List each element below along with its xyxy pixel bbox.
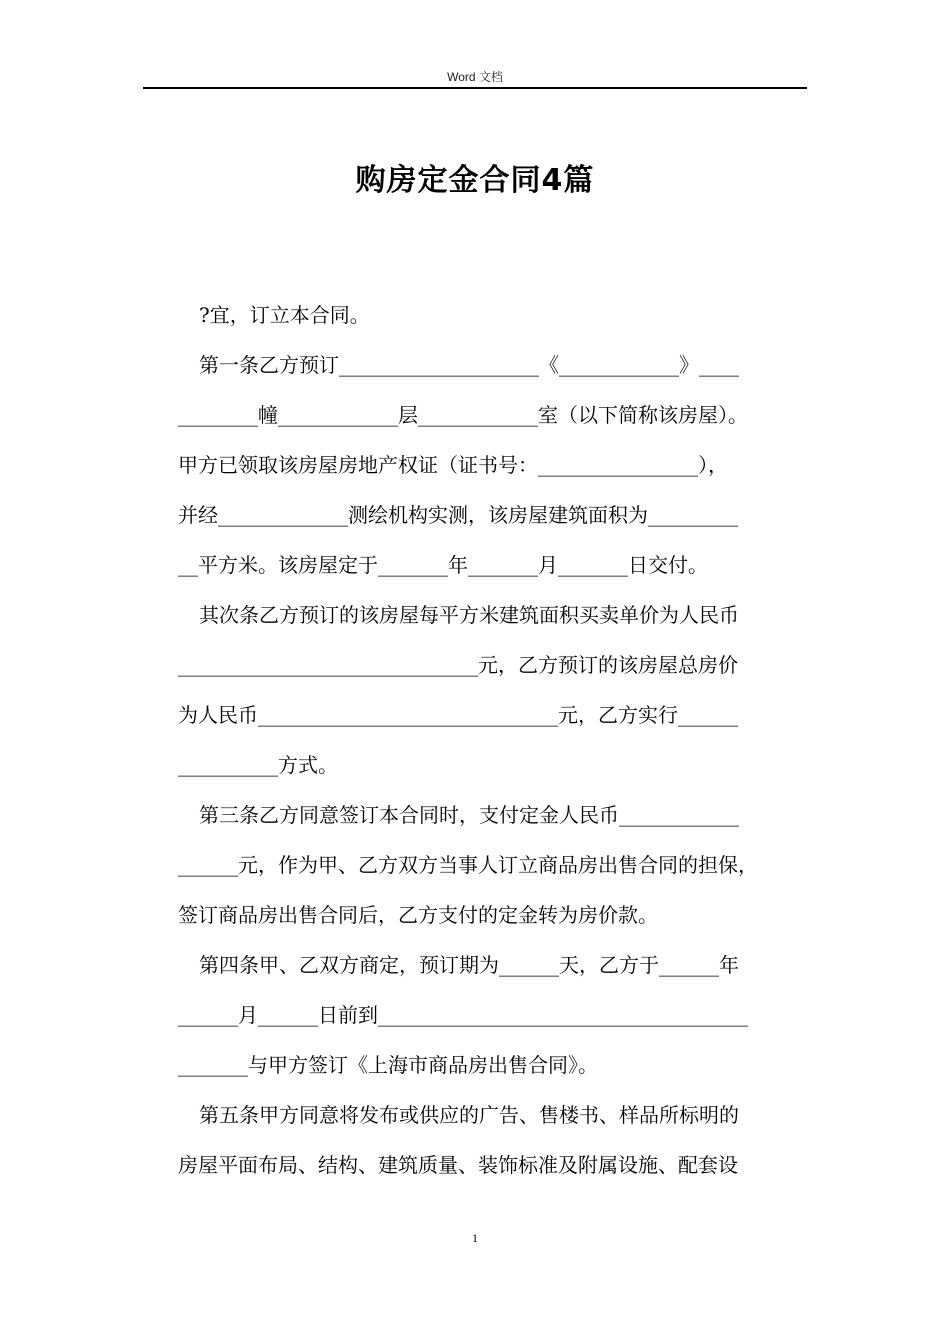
- article-4-line: 第四条甲、乙双方商定，预订期为______天，乙方于______年: [199, 953, 739, 977]
- page-number: 1: [472, 1231, 478, 1245]
- article-2-line: ______________________________元，乙方预订的该房屋总房价: [178, 653, 738, 677]
- document-body: [178, 290, 818, 1190]
- article-3-line: ______元，作为甲、乙方双方当事人订立商品房出售合同的担保，: [178, 853, 758, 877]
- article-2-line: __________方式。: [178, 753, 338, 777]
- document-title: 购房定金合同4篇: [355, 163, 595, 198]
- article-1-line: 甲方已领取该房屋房地产权证（证书号：________________），: [178, 453, 728, 477]
- article-1-line: ________幢____________层____________室（以下简称该房屋）。: [178, 403, 748, 427]
- article-5-line: 房屋平面布局、结构、建筑质量、装饰标准及附属设施、配套设: [178, 1153, 738, 1177]
- article-2-line: 其次条乙方预订的该房屋每平方米建筑面积买卖单价为人民币: [199, 603, 739, 627]
- article-2-line: 为人民币______________________________元，乙方实行______: [178, 703, 738, 727]
- article-4-line: ______月______日前到_____________________________________: [178, 1003, 748, 1027]
- article-1-line: __平方米。该房屋定于_______年_______月_______日交付。: [178, 553, 708, 577]
- header-divider: [143, 87, 807, 89]
- article-4-line: _______与甲方签订《上海市商品房出售合同》。: [178, 1053, 598, 1077]
- article-1-line: 第一条乙方预订____________________《____________》____: [199, 353, 739, 377]
- article-3-line: 第三条乙方同意签订本合同时，支付定金人民币____________: [199, 803, 739, 827]
- article-5-line: 第五条甲方同意将发布或供应的广告、售楼书、样品所标明的: [199, 1103, 739, 1127]
- article-1-line: 并经_____________测绘机构实测，该房屋建筑面积为_________: [178, 503, 738, 527]
- article-3-line: 签订商品房出售合同后，乙方支付的定金转为房价款。: [178, 903, 658, 927]
- running-header: Word 文档: [447, 70, 503, 84]
- paragraph-line: ?宜，订立本合同。: [199, 303, 370, 327]
